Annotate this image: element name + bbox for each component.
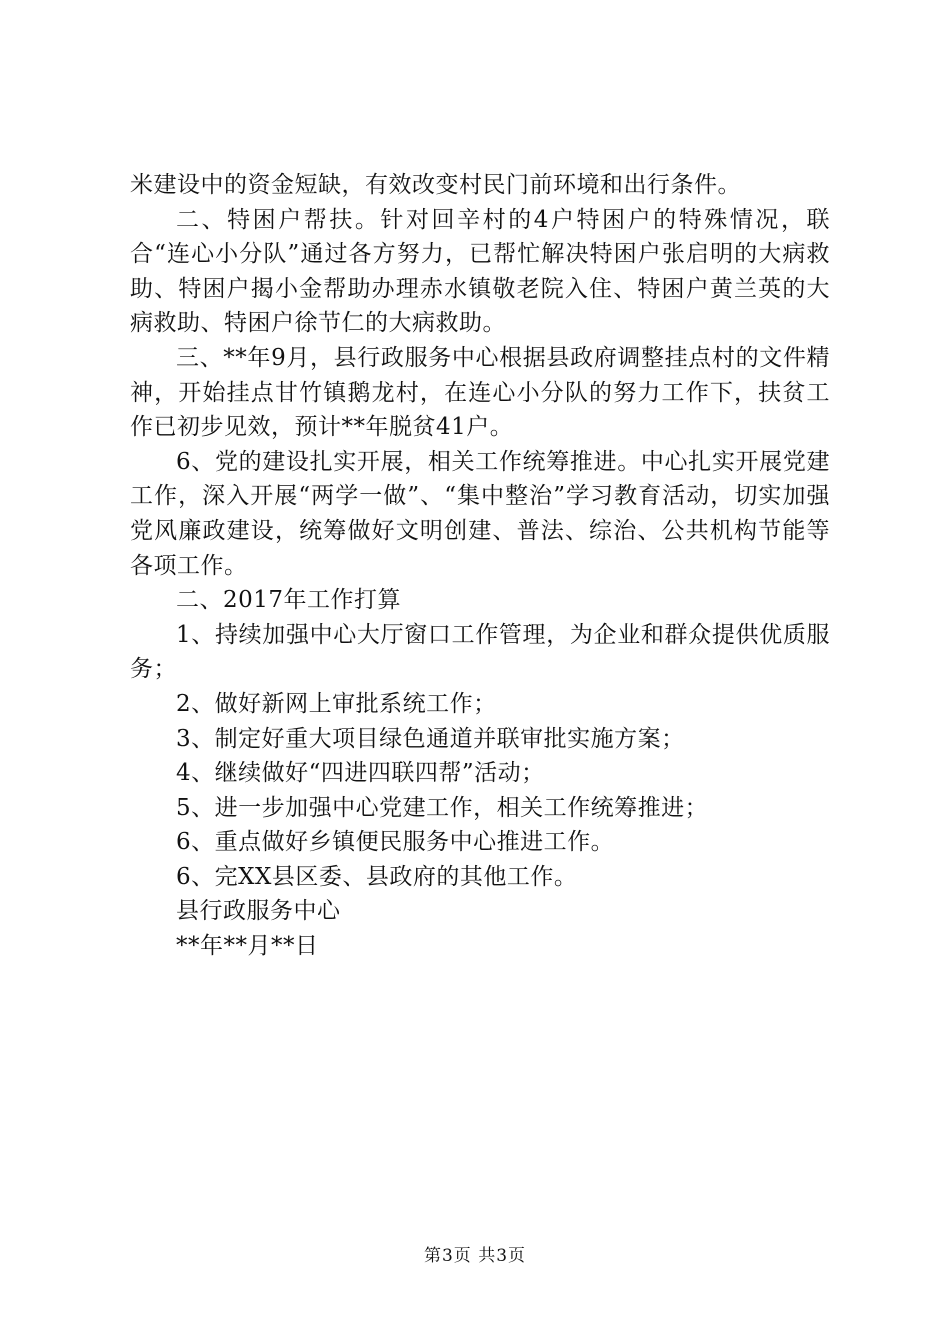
paragraph-continuation: 米建设中的资金短缺，有效改变村民门前环境和出行条件。 xyxy=(130,172,741,198)
signature-organization: 县行政服务中心 xyxy=(176,898,341,925)
plan-item-3: 3、制定好重大项目绿色通道并联审批实施方案； xyxy=(176,725,685,752)
section-heading-2017-plan: 二、2017年工作打算 xyxy=(176,587,402,614)
page-number: 第3页 共3页 xyxy=(423,1246,527,1266)
page-footer xyxy=(0,1244,950,1268)
plan-item-4: 4、继续做好“四进四联四帮”活动； xyxy=(176,760,545,787)
paragraph-party-building: 6、党的建设扎实开展，相关工作统筹推进。中心扎实开展党建工作，深入开展“两学一做”、“集中整治”学习教育活动，切实加强党风廉政建设，统筹做好文明创建、普法、综治、公共机构节能等各项工作。 xyxy=(130,448,830,579)
plan-item-2: 2、做好新网上审批系统工作； xyxy=(176,690,497,717)
plan-item-6: 6、重点做好乡镇便民服务中心推进工作。 xyxy=(176,829,615,856)
plan-item-5: 5、进一步加强中心党建工作，相关工作统筹推进； xyxy=(176,794,709,821)
document-body xyxy=(130,168,830,964)
plan-item-1: 1、持续加强中心大厅窗口工作管理，为企业和群众提供优质服务； xyxy=(130,621,830,683)
signature-date: **年**月**日 xyxy=(176,933,319,960)
paragraph-hardship-support: 二、特困户帮扶。针对回辛村的4户特困户的特殊情况，联合“连心小分队”通过各方努力，已帮忙解决特困户张启明的大病救助、特困户揭小金帮助办理赤水镇敬老院入住、特困户黄兰英的大病救助、特困户徐节仁的大病救助。 xyxy=(130,206,830,337)
plan-item-7: 6、完XX县区委、县政府的其他工作。 xyxy=(176,863,578,890)
paragraph-poverty-village: 三、**年9月，县行政服务中心根据县政府调整挂点村的文件精神，开始挂点甘竹镇鹅龙村，在连心小分队的努力工作下，扶贫工作已初步见效，预计**年脱贫41户。 xyxy=(130,344,830,441)
